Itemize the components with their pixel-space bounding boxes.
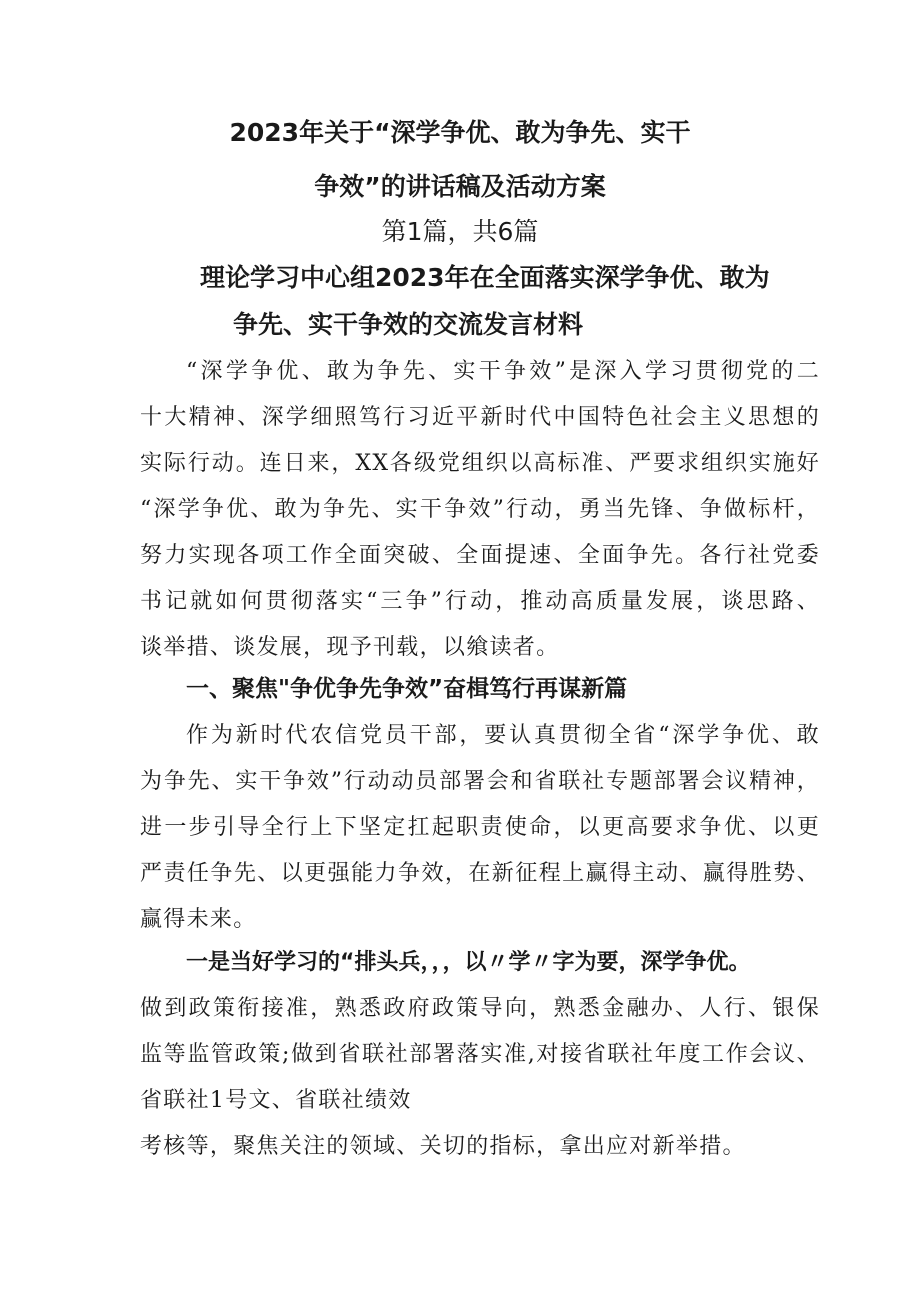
section-line: 严责任争先、以更强能力争效，在新征程上赢得主动、赢得胜势、 — [140, 861, 820, 886]
intro-line: 实际行动。连日来，XX各级党组织以高标准、严要求组织实施好 — [140, 451, 820, 476]
intro-line: 谈举措、谈发展，现予刊载，以飨读者。 — [140, 635, 560, 660]
part-count: 第1篇，共6篇 — [381, 217, 539, 246]
section-line: 为争先、实干争效”行动动员部署会和省联社专题部署会议精神， — [140, 769, 820, 794]
section-line: 赢得未来。 — [140, 907, 257, 932]
subtitle-line-2: 争先、实干争效的交流发言材料 — [233, 310, 584, 339]
subtitle-line-1: 理论学习中心组2023年在全面落实深学争优、敢为 — [200, 263, 770, 292]
point-line: 省联社1号文、省联社绩效 — [140, 1088, 412, 1113]
section-line: 进一步引导全行上下坚定扛起职责使命，以更高要求争优、以更 — [140, 815, 820, 840]
section-line: 作为新时代农信党员干部，要认真贯彻全省“深学争优、敢 — [186, 723, 820, 748]
section-heading: 一、聚焦"争优争先争效”奋楫笃行再谋新篇 — [186, 676, 628, 702]
point-lead: 一是当好学习的“排头兵，，，以〃学〃字为要，深学争优。 — [186, 950, 751, 975]
intro-line: “深学争优、敢为争先、实干争效”行动，勇当先锋、争做标杆， — [140, 497, 820, 522]
intro-line: “深学争优、敢为争先、实干争效”是深入学习贯彻党的二 — [186, 359, 820, 384]
document-title-line-1: 2023年关于“深学争优、敢为争先、实干 — [229, 118, 691, 147]
intro-line: 努力实现各项工作全面突破、全面提速、全面争先。各行社党委 — [140, 543, 820, 568]
document-title-line-2: 争效”的讲话稿及活动方案 — [314, 172, 606, 201]
point-line: 监等监管政策;做到省联社部署落实准,对接省联社年度工作会议、 — [140, 1042, 820, 1067]
point-line: 考核等，聚焦关注的领域、关切的指标，拿出应对新举措。 — [140, 1134, 746, 1159]
intro-line: 书记就如何贯彻落实“三争”行动，推动高质量发展，谈思路、 — [140, 589, 820, 614]
point-line: 做到政策衔接准，熟悉政府政策导向，熟悉金融办、人行、银保 — [140, 996, 820, 1021]
intro-line: 十大精神、深学细照笃行习近平新时代中国特色社会主义思想的 — [140, 405, 820, 430]
